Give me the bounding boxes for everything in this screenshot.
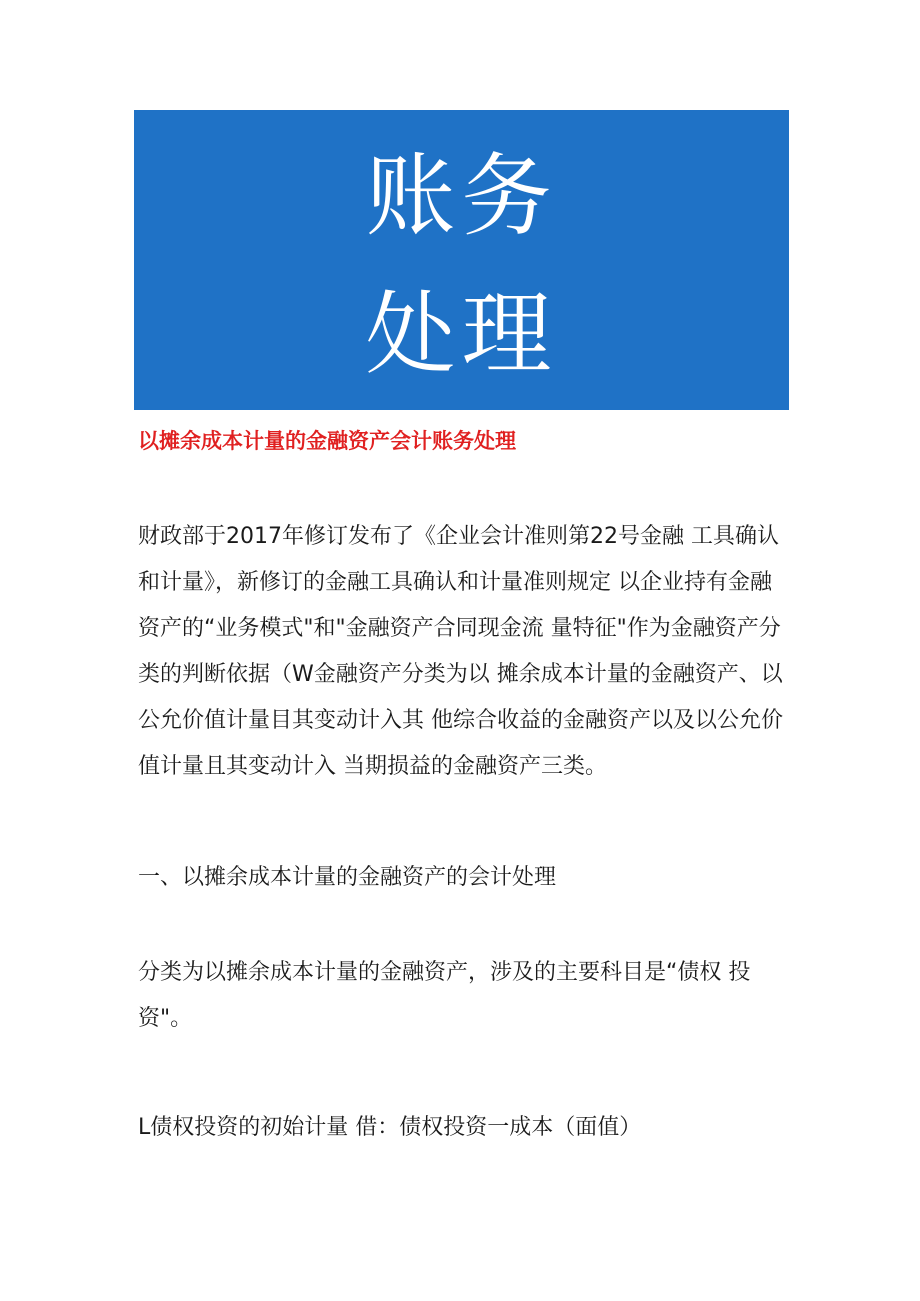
section-heading: 一、以摊余成本计量的金融资产的会计处理	[138, 865, 557, 890]
title-banner	[134, 110, 789, 410]
banner-title-line-2: 处理	[365, 282, 558, 387]
section-paragraph: 分类为以摊余成本计量的金融资产，涉及的主要科目是“债权 投资"。	[138, 960, 751, 1031]
banner-title-line-1: 账务	[365, 144, 558, 249]
list-item: L债权投资的初始计量 借：债权投资一成本（面值）	[138, 1115, 642, 1140]
document-subtitle: 以摊余成本计量的金融资产会计账务处理	[138, 429, 516, 453]
intro-paragraph: 财政部于2017年修订发布了《企业会计准则第22号金融 工具确认和计量》，新修订的金融工具确认和计量准则规定 以企业持有金融资产的“业务模式"和"金融资产合同现金流 量特征"作为金融资产分类的判断依据（W金融资产分类为以 摊余成本计量的金融资产、以公允价值计量目其变动计入其 他综合收益的金融资产以及以公允价值计量且其变动计入 当期损益的金融资产三类。	[138, 524, 783, 779]
